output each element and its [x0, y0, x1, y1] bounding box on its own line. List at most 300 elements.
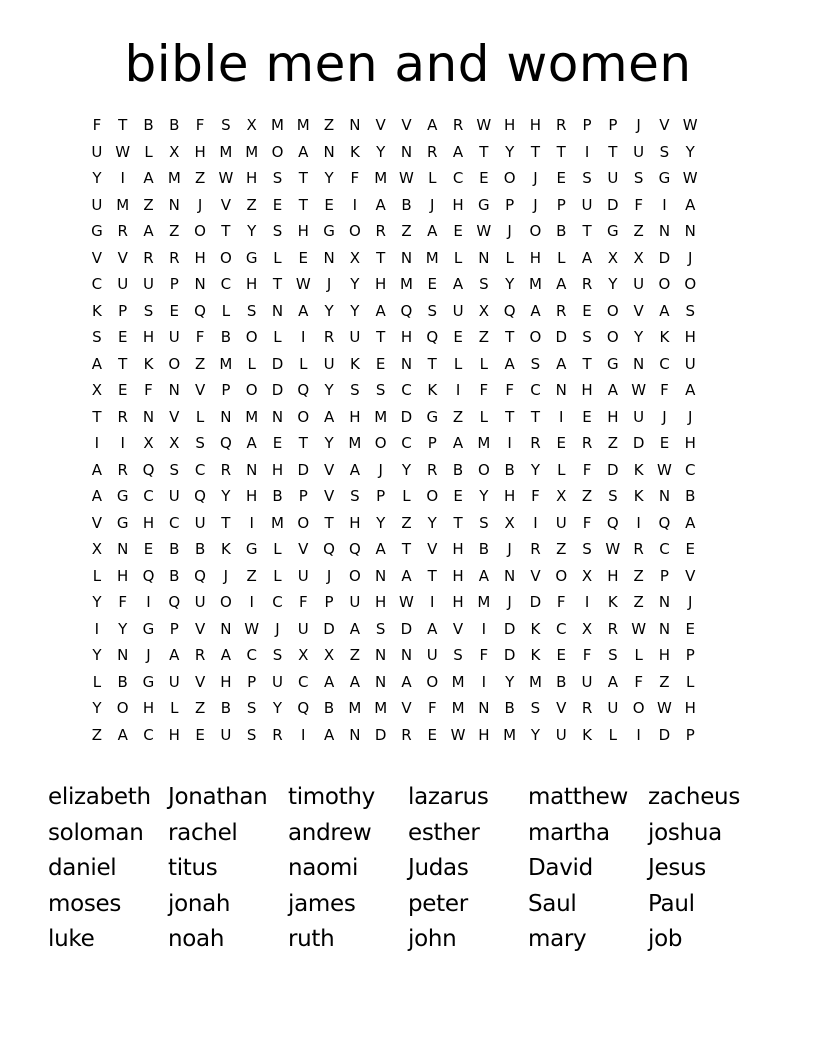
- grid-letter[interactable]: M: [245, 142, 259, 161]
- grid-letter[interactable]: U: [168, 672, 180, 691]
- grid-letter[interactable]: K: [143, 354, 154, 373]
- grid-letter[interactable]: N: [658, 487, 671, 505]
- grid-letter[interactable]: Z: [323, 116, 335, 134]
- grid-letter[interactable]: X: [556, 487, 567, 505]
- grid-letter[interactable]: O: [348, 566, 361, 585]
- grid-letter[interactable]: R: [556, 116, 567, 134]
- grid-letter[interactable]: P: [685, 725, 695, 744]
- grid-letter[interactable]: Z: [194, 169, 206, 187]
- grid-letter[interactable]: M: [451, 699, 465, 717]
- grid-letter[interactable]: I: [120, 169, 125, 187]
- grid-letter[interactable]: J: [688, 593, 693, 611]
- grid-letter[interactable]: V: [659, 116, 670, 134]
- grid-letter[interactable]: F: [634, 195, 643, 214]
- grid-letter[interactable]: N: [400, 646, 413, 664]
- grid-letter[interactable]: H: [529, 248, 542, 267]
- grid-letter[interactable]: N: [168, 381, 180, 399]
- grid-letter[interactable]: T: [505, 407, 515, 426]
- grid-letter[interactable]: A: [169, 646, 180, 664]
- grid-letter[interactable]: U: [168, 328, 180, 346]
- grid-letter[interactable]: V: [169, 407, 180, 426]
- grid-letter[interactable]: Z: [91, 725, 103, 744]
- grid-letter[interactable]: L: [273, 248, 282, 267]
- grid-letter[interactable]: G: [116, 487, 129, 505]
- grid-letter[interactable]: W: [115, 142, 131, 161]
- grid-letter[interactable]: A: [530, 301, 541, 320]
- grid-letter[interactable]: P: [556, 195, 566, 214]
- grid-letter[interactable]: T: [479, 142, 489, 161]
- grid-letter[interactable]: B: [143, 116, 154, 134]
- grid-letter[interactable]: M: [451, 672, 465, 691]
- grid-letter[interactable]: D: [529, 593, 542, 611]
- grid-letter[interactable]: V: [633, 301, 644, 320]
- grid-letter[interactable]: T: [221, 222, 231, 240]
- grid-letter[interactable]: R: [375, 222, 386, 240]
- grid-letter[interactable]: T: [324, 513, 334, 532]
- grid-letter[interactable]: U: [555, 725, 567, 744]
- grid-letter[interactable]: E: [169, 301, 180, 320]
- grid-letter[interactable]: L: [195, 407, 205, 426]
- grid-letter[interactable]: U: [452, 301, 464, 320]
- grid-letter[interactable]: E: [143, 540, 154, 558]
- grid-letter[interactable]: Q: [426, 328, 439, 346]
- grid-letter[interactable]: E: [685, 540, 695, 558]
- grid-letter[interactable]: C: [401, 381, 412, 399]
- grid-letter[interactable]: P: [169, 275, 179, 293]
- grid-letter[interactable]: H: [349, 513, 361, 532]
- grid-letter[interactable]: E: [298, 248, 309, 267]
- grid-letter[interactable]: D: [607, 460, 619, 479]
- grid-letter[interactable]: S: [479, 275, 489, 293]
- grid-letter[interactable]: R: [581, 275, 593, 293]
- grid-letter[interactable]: B: [504, 460, 515, 479]
- grid-letter[interactable]: S: [246, 699, 257, 717]
- grid-letter[interactable]: G: [91, 222, 103, 240]
- grid-letter[interactable]: J: [507, 593, 512, 611]
- grid-letter[interactable]: K: [91, 301, 102, 320]
- grid-letter[interactable]: U: [633, 275, 645, 293]
- grid-letter[interactable]: Y: [272, 699, 283, 717]
- grid-letter[interactable]: U: [684, 354, 696, 373]
- grid-letter[interactable]: N: [246, 460, 258, 479]
- grid-letter[interactable]: S: [272, 222, 283, 240]
- grid-letter[interactable]: T: [530, 407, 541, 426]
- grid-letter[interactable]: U: [297, 566, 309, 585]
- grid-letter[interactable]: V: [530, 566, 541, 585]
- grid-letter[interactable]: A: [323, 672, 335, 691]
- grid-letter[interactable]: Y: [427, 513, 437, 532]
- grid-letter[interactable]: M: [167, 169, 181, 187]
- grid-letter[interactable]: B: [452, 460, 464, 479]
- grid-letter[interactable]: H: [194, 248, 206, 267]
- grid-letter[interactable]: Y: [505, 275, 515, 293]
- grid-letter[interactable]: Q: [142, 460, 155, 479]
- grid-letter[interactable]: E: [556, 434, 566, 452]
- grid-letter[interactable]: K: [633, 487, 644, 505]
- grid-letter[interactable]: C: [452, 169, 464, 187]
- grid-letter[interactable]: E: [453, 328, 463, 346]
- grid-letter[interactable]: P: [427, 434, 437, 452]
- grid-letter[interactable]: V: [685, 566, 696, 585]
- grid-letter[interactable]: Y: [324, 381, 334, 399]
- grid-letter[interactable]: R: [607, 619, 619, 638]
- grid-letter[interactable]: Z: [633, 593, 644, 611]
- grid-letter[interactable]: O: [168, 354, 181, 373]
- grid-letter[interactable]: Q: [400, 301, 413, 320]
- grid-letter[interactable]: C: [272, 593, 283, 611]
- grid-letter[interactable]: Y: [324, 169, 334, 187]
- grid-letter[interactable]: C: [246, 646, 257, 664]
- grid-letter[interactable]: O: [271, 142, 284, 161]
- grid-letter[interactable]: L: [505, 248, 514, 267]
- grid-letter[interactable]: W: [657, 460, 672, 479]
- grid-letter[interactable]: S: [633, 169, 644, 187]
- grid-letter[interactable]: O: [684, 275, 697, 293]
- grid-letter[interactable]: M: [399, 275, 413, 293]
- grid-letter[interactable]: D: [374, 725, 387, 744]
- grid-letter[interactable]: H: [529, 116, 542, 134]
- grid-letter[interactable]: A: [452, 142, 464, 161]
- grid-letter[interactable]: W: [631, 381, 647, 399]
- grid-letter[interactable]: N: [658, 619, 671, 638]
- grid-letter[interactable]: O: [606, 301, 619, 320]
- grid-letter[interactable]: T: [376, 328, 386, 346]
- grid-letter[interactable]: R: [401, 725, 412, 744]
- grid-letter[interactable]: N: [271, 407, 284, 426]
- grid-letter[interactable]: I: [481, 672, 487, 691]
- grid-letter[interactable]: J: [223, 566, 229, 585]
- grid-letter[interactable]: B: [401, 195, 412, 214]
- grid-letter[interactable]: Z: [556, 540, 567, 558]
- grid-letter[interactable]: M: [271, 513, 284, 532]
- grid-letter[interactable]: L: [453, 248, 463, 267]
- grid-letter[interactable]: J: [688, 248, 693, 267]
- grid-letter[interactable]: X: [91, 381, 103, 399]
- grid-letter[interactable]: C: [530, 381, 541, 399]
- grid-letter[interactable]: N: [220, 619, 232, 638]
- grid-letter[interactable]: I: [533, 513, 538, 532]
- grid-letter[interactable]: I: [430, 593, 435, 611]
- grid-letter[interactable]: L: [221, 301, 231, 320]
- grid-letter[interactable]: I: [636, 513, 641, 532]
- grid-letter[interactable]: R: [452, 116, 464, 134]
- grid-letter[interactable]: C: [143, 725, 154, 744]
- grid-letter[interactable]: F: [505, 381, 514, 399]
- grid-letter[interactable]: C: [401, 434, 412, 452]
- grid-letter[interactable]: U: [194, 513, 206, 532]
- grid-letter[interactable]: V: [401, 116, 412, 134]
- grid-letter[interactable]: O: [245, 328, 258, 346]
- grid-letter[interactable]: C: [684, 460, 696, 479]
- grid-letter[interactable]: P: [608, 116, 618, 134]
- grid-letter[interactable]: B: [685, 487, 696, 505]
- grid-letter[interactable]: E: [659, 434, 670, 452]
- grid-letter[interactable]: S: [582, 540, 592, 558]
- grid-letter[interactable]: U: [555, 513, 567, 532]
- grid-letter[interactable]: N: [117, 646, 129, 664]
- grid-letter[interactable]: U: [91, 195, 103, 214]
- grid-letter[interactable]: U: [349, 328, 361, 346]
- grid-letter[interactable]: D: [271, 381, 284, 399]
- grid-letter[interactable]: N: [658, 222, 671, 240]
- grid-letter[interactable]: A: [323, 725, 335, 744]
- grid-letter[interactable]: F: [144, 381, 153, 399]
- grid-letter[interactable]: J: [197, 195, 203, 214]
- grid-letter[interactable]: T: [582, 354, 592, 373]
- grid-letter[interactable]: Z: [478, 328, 489, 346]
- grid-letter[interactable]: B: [169, 116, 180, 134]
- grid-letter[interactable]: D: [400, 407, 413, 426]
- grid-letter[interactable]: U: [117, 275, 129, 293]
- grid-letter[interactable]: M: [477, 434, 491, 452]
- grid-letter[interactable]: O: [658, 275, 671, 293]
- grid-letter[interactable]: D: [323, 619, 335, 638]
- grid-letter[interactable]: W: [295, 275, 311, 293]
- grid-letter[interactable]: S: [350, 381, 360, 399]
- grid-letter[interactable]: Z: [194, 354, 206, 373]
- grid-letter[interactable]: P: [659, 566, 669, 585]
- grid-letter[interactable]: L: [144, 142, 153, 161]
- grid-letter[interactable]: F: [350, 169, 360, 187]
- grid-letter[interactable]: P: [247, 672, 257, 691]
- grid-letter[interactable]: N: [349, 725, 361, 744]
- grid-letter[interactable]: O: [477, 460, 490, 479]
- grid-letter[interactable]: V: [91, 248, 103, 267]
- grid-letter[interactable]: Q: [194, 301, 206, 320]
- grid-letter[interactable]: A: [349, 672, 360, 691]
- grid-letter[interactable]: L: [634, 646, 643, 664]
- grid-letter[interactable]: S: [530, 354, 541, 373]
- grid-letter[interactable]: A: [581, 248, 593, 267]
- grid-letter[interactable]: G: [607, 222, 619, 240]
- grid-letter[interactable]: U: [271, 672, 283, 691]
- grid-letter[interactable]: A: [504, 354, 515, 373]
- grid-letter[interactable]: P: [505, 195, 515, 214]
- grid-letter[interactable]: G: [142, 672, 155, 691]
- grid-letter[interactable]: L: [557, 248, 566, 267]
- grid-letter[interactable]: R: [143, 248, 154, 267]
- grid-letter[interactable]: A: [556, 354, 567, 373]
- grid-letter[interactable]: H: [684, 434, 696, 452]
- grid-letter[interactable]: F: [92, 116, 102, 134]
- grid-letter[interactable]: G: [245, 540, 258, 558]
- grid-letter[interactable]: Y: [92, 593, 102, 611]
- grid-letter[interactable]: A: [685, 513, 696, 532]
- grid-letter[interactable]: R: [117, 222, 128, 240]
- grid-letter[interactable]: B: [169, 566, 180, 585]
- grid-letter[interactable]: E: [556, 169, 566, 187]
- grid-letter[interactable]: I: [94, 619, 100, 638]
- grid-letter[interactable]: P: [118, 301, 128, 320]
- grid-letter[interactable]: X: [246, 116, 257, 134]
- grid-letter[interactable]: W: [218, 169, 234, 187]
- grid-letter[interactable]: Y: [118, 619, 128, 638]
- grid-letter[interactable]: H: [658, 646, 671, 664]
- grid-letter[interactable]: H: [452, 566, 464, 585]
- grid-letter[interactable]: T: [505, 328, 515, 346]
- grid-letter[interactable]: H: [349, 407, 361, 426]
- grid-letter[interactable]: A: [685, 381, 696, 399]
- grid-letter[interactable]: O: [219, 593, 232, 611]
- grid-letter[interactable]: H: [684, 699, 696, 717]
- grid-letter[interactable]: K: [530, 646, 541, 664]
- grid-letter[interactable]: U: [91, 142, 103, 161]
- grid-letter[interactable]: T: [427, 354, 437, 373]
- grid-letter[interactable]: Z: [401, 222, 412, 240]
- grid-letter[interactable]: X: [349, 248, 360, 267]
- grid-letter[interactable]: F: [531, 487, 540, 505]
- grid-letter[interactable]: M: [374, 169, 388, 187]
- grid-letter[interactable]: P: [298, 487, 308, 505]
- grid-letter[interactable]: L: [273, 540, 282, 558]
- grid-letter[interactable]: J: [662, 407, 667, 426]
- grid-letter[interactable]: L: [686, 672, 695, 691]
- grid-letter[interactable]: R: [194, 646, 206, 664]
- grid-letter[interactable]: B: [169, 540, 180, 558]
- grid-letter[interactable]: J: [378, 460, 383, 479]
- grid-letter[interactable]: J: [636, 116, 641, 134]
- grid-letter[interactable]: K: [349, 142, 360, 161]
- grid-letter[interactable]: T: [272, 275, 283, 293]
- grid-letter[interactable]: E: [479, 169, 489, 187]
- grid-letter[interactable]: E: [272, 434, 283, 452]
- grid-letter[interactable]: Z: [659, 672, 670, 691]
- grid-letter[interactable]: I: [584, 593, 590, 611]
- grid-letter[interactable]: W: [399, 169, 414, 187]
- grid-letter[interactable]: M: [425, 248, 439, 267]
- grid-letter[interactable]: W: [244, 619, 260, 638]
- grid-letter[interactable]: M: [116, 195, 130, 214]
- grid-letter[interactable]: R: [427, 142, 438, 161]
- grid-letter[interactable]: G: [142, 619, 155, 638]
- grid-letter[interactable]: D: [400, 619, 413, 638]
- grid-letter[interactable]: X: [169, 142, 180, 161]
- grid-letter[interactable]: L: [453, 354, 463, 373]
- grid-letter[interactable]: P: [221, 381, 231, 399]
- grid-letter[interactable]: R: [272, 725, 283, 744]
- grid-letter[interactable]: P: [376, 487, 386, 505]
- grid-letter[interactable]: O: [297, 407, 310, 426]
- grid-letter[interactable]: K: [659, 328, 670, 346]
- grid-letter[interactable]: O: [529, 222, 542, 240]
- grid-letter[interactable]: X: [607, 248, 618, 267]
- grid-letter[interactable]: H: [142, 328, 155, 346]
- grid-letter[interactable]: W: [476, 222, 492, 240]
- grid-letter[interactable]: T: [298, 169, 308, 187]
- grid-letter[interactable]: B: [272, 487, 283, 505]
- grid-letter[interactable]: J: [507, 222, 512, 240]
- grid-letter[interactable]: S: [608, 646, 618, 664]
- grid-letter[interactable]: V: [323, 460, 335, 479]
- grid-letter[interactable]: N: [117, 540, 129, 558]
- grid-letter[interactable]: R: [117, 407, 128, 426]
- grid-letter[interactable]: E: [685, 619, 695, 638]
- grid-letter[interactable]: O: [529, 328, 542, 346]
- grid-letter[interactable]: I: [301, 725, 306, 744]
- grid-letter[interactable]: H: [246, 275, 258, 293]
- grid-letter[interactable]: A: [143, 169, 154, 187]
- grid-letter[interactable]: V: [401, 699, 412, 717]
- grid-letter[interactable]: A: [452, 275, 464, 293]
- grid-letter[interactable]: Q: [142, 566, 155, 585]
- grid-letter[interactable]: F: [118, 593, 128, 611]
- grid-letter[interactable]: E: [556, 646, 566, 664]
- grid-letter[interactable]: P: [169, 619, 179, 638]
- grid-letter[interactable]: S: [169, 460, 180, 479]
- grid-letter[interactable]: X: [91, 540, 103, 558]
- grid-letter[interactable]: Y: [505, 142, 515, 161]
- grid-letter[interactable]: H: [452, 195, 464, 214]
- grid-letter[interactable]: H: [452, 593, 464, 611]
- grid-letter[interactable]: N: [323, 142, 335, 161]
- grid-letter[interactable]: K: [582, 725, 592, 744]
- grid-letter[interactable]: A: [246, 434, 257, 452]
- grid-letter[interactable]: X: [478, 301, 489, 320]
- grid-letter[interactable]: A: [349, 619, 360, 638]
- grid-letter[interactable]: N: [400, 248, 413, 267]
- grid-letter[interactable]: M: [528, 275, 542, 293]
- grid-letter[interactable]: A: [298, 142, 309, 161]
- grid-letter[interactable]: H: [375, 275, 387, 293]
- grid-letter[interactable]: L: [273, 328, 282, 346]
- grid-letter[interactable]: S: [246, 725, 257, 744]
- grid-letter[interactable]: U: [194, 593, 206, 611]
- grid-letter[interactable]: J: [533, 195, 538, 214]
- grid-letter[interactable]: D: [658, 725, 671, 744]
- grid-letter[interactable]: X: [633, 248, 644, 267]
- grid-letter[interactable]: F: [298, 593, 308, 611]
- grid-letter[interactable]: P: [685, 646, 695, 664]
- grid-letter[interactable]: O: [555, 566, 568, 585]
- grid-letter[interactable]: V: [194, 619, 206, 638]
- grid-letter[interactable]: D: [555, 328, 568, 346]
- grid-letter[interactable]: F: [427, 699, 437, 717]
- grid-letter[interactable]: R: [323, 328, 335, 346]
- grid-letter[interactable]: H: [246, 487, 258, 505]
- grid-letter[interactable]: H: [504, 487, 516, 505]
- grid-letter[interactable]: B: [117, 672, 128, 691]
- grid-letter[interactable]: N: [478, 699, 490, 717]
- grid-letter[interactable]: Y: [685, 142, 695, 161]
- grid-letter[interactable]: G: [478, 195, 490, 214]
- grid-letter[interactable]: J: [507, 540, 512, 558]
- grid-letter[interactable]: S: [582, 328, 592, 346]
- grid-letter[interactable]: S: [375, 619, 386, 638]
- grid-letter[interactable]: T: [298, 195, 308, 214]
- grid-letter[interactable]: S: [221, 116, 231, 134]
- grid-letter[interactable]: A: [659, 301, 670, 320]
- grid-letter[interactable]: I: [249, 513, 254, 532]
- grid-letter[interactable]: T: [582, 222, 592, 240]
- grid-letter[interactable]: R: [581, 699, 593, 717]
- grid-letter[interactable]: L: [170, 699, 179, 717]
- grid-letter[interactable]: A: [220, 646, 232, 664]
- grid-letter[interactable]: A: [556, 275, 567, 293]
- grid-letter[interactable]: E: [117, 328, 128, 346]
- grid-letter[interactable]: C: [91, 275, 103, 293]
- grid-letter[interactable]: T: [608, 142, 618, 161]
- grid-letter[interactable]: O: [632, 699, 645, 717]
- grid-letter[interactable]: I: [584, 142, 590, 161]
- grid-letter[interactable]: L: [479, 354, 489, 373]
- grid-letter[interactable]: X: [581, 619, 593, 638]
- grid-letter[interactable]: U: [143, 275, 154, 293]
- grid-letter[interactable]: L: [608, 725, 618, 744]
- grid-letter[interactable]: E: [453, 222, 463, 240]
- grid-letter[interactable]: H: [194, 142, 206, 161]
- grid-letter[interactable]: B: [504, 699, 515, 717]
- grid-letter[interactable]: V: [194, 672, 206, 691]
